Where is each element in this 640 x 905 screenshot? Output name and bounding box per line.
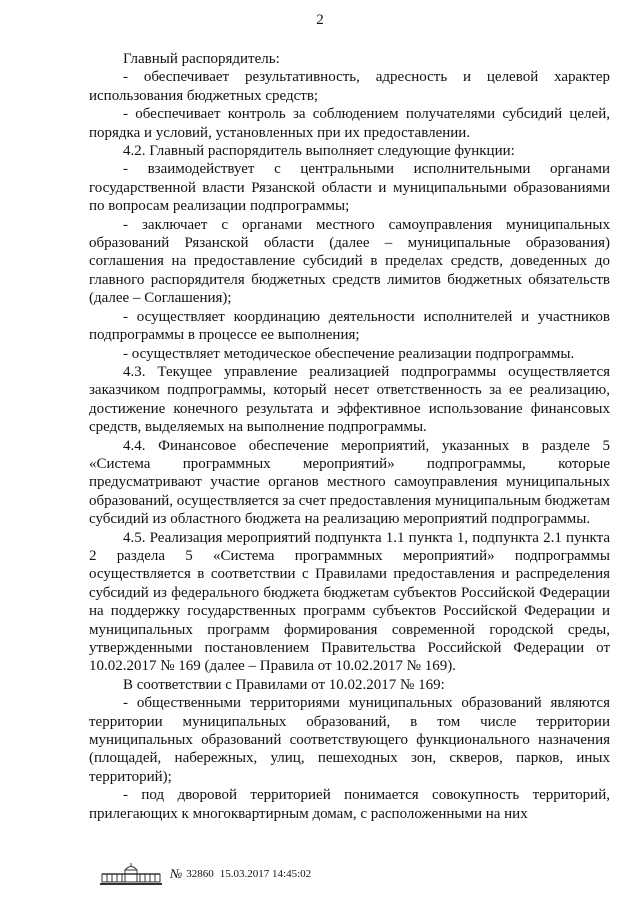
paragraph: - обеспечивает контроль за соблюдением получателями субсидий целей, порядка и условий, установленных при их предоставлении. (89, 106, 610, 141)
paragraph: 4.4. Финансовое обеспечение мероприятий, указанных в разделе 5 «Система программных мероприятий» подпрограммы, которые предусматривают участие органов местного самоуправления муниципальных образований, осуществляется за счет предоставления муниципальным бюджетам субсидий из областного бюджета на реализацию мероприятий подпрограммы. (89, 437, 610, 528)
paragraph: - заключает с органами местного самоуправления муниципальных образований Рязанской области (далее – муниципальные образования) соглашения на предоставление субсидий в пределах средств, доведенных до главного распорядителя бюджетных средств лимитов бюджетных обязательств (далее – Соглашения); (89, 216, 610, 307)
paragraph: 4.3. Текущее управление реализацией подпрограммы осуществляется заказчиком подпрограммы, который несет ответственность за ее реализацию, достижение конечного результата и эффективное использование финансовых средств, выделяемых на выполнение подпрограммы. (89, 363, 610, 436)
paragraph: - взаимодействует с центральными исполнительными органами государственной власти Рязанской области и муниципальными образованиями по вопросам реализации подпрограммы; (89, 161, 610, 215)
paragraph: - осуществляет методическое обеспечение реализации подпрограммы. (123, 345, 575, 362)
paragraph: - осуществляет координацию деятельности исполнителей и участников подпрограммы в процессе ее выполнения; (89, 308, 610, 344)
number-sign: № (170, 866, 183, 881)
paragraph: 4.2. Главный распорядитель выполняет следующие функции: (123, 143, 515, 160)
paragraph: - общественными территориями муниципальных образований являются территории муниципальных образований, в том числе территории муниципальных образований соответствующего функционального назначения (площадей, набережных, улиц, пешеходных зон, скверов, парков, иных территорий); (89, 695, 610, 785)
document-footer (98, 862, 311, 886)
document-body (89, 50, 610, 823)
paragraph: В соответствии с Правилами от 10.02.2017 № 169: (123, 676, 445, 693)
document-timestamp: 15.03.2017 14:45:02 (219, 868, 312, 880)
document-number: 32860 (186, 868, 214, 880)
paragraph: - под дворовой территорией понимается совокупность территорий, прилегающих к многоквартирным домам, с расположенными на них (89, 787, 610, 822)
page-number: 2 (316, 12, 324, 28)
building-logo-icon (98, 862, 164, 886)
paragraph: 4.5. Реализация мероприятий подпункта 1.1 пункта 1, подпункта 2.1 пункта 2 раздела 5 «Система программных мероприятий» подпрограммы осуществляется в соответствии с Правилами предоставления и распределения субсидий из федерального бюджета бюджетам субъектов Российской Федерации на поддержку государственных программ субъектов Российской Федерации и муниципальных программ формирования современной городской среды, утвержденными постановлением Правительства Российской Федерации от 10.02.2017 № 169 (далее – Правила от 10.02.2017 № 169). (89, 529, 610, 675)
paragraph: - обеспечивает результативность, адресность и целевой характер использования бюджетных средств; (89, 69, 610, 104)
paragraph: Главный распорядитель: (123, 51, 280, 67)
